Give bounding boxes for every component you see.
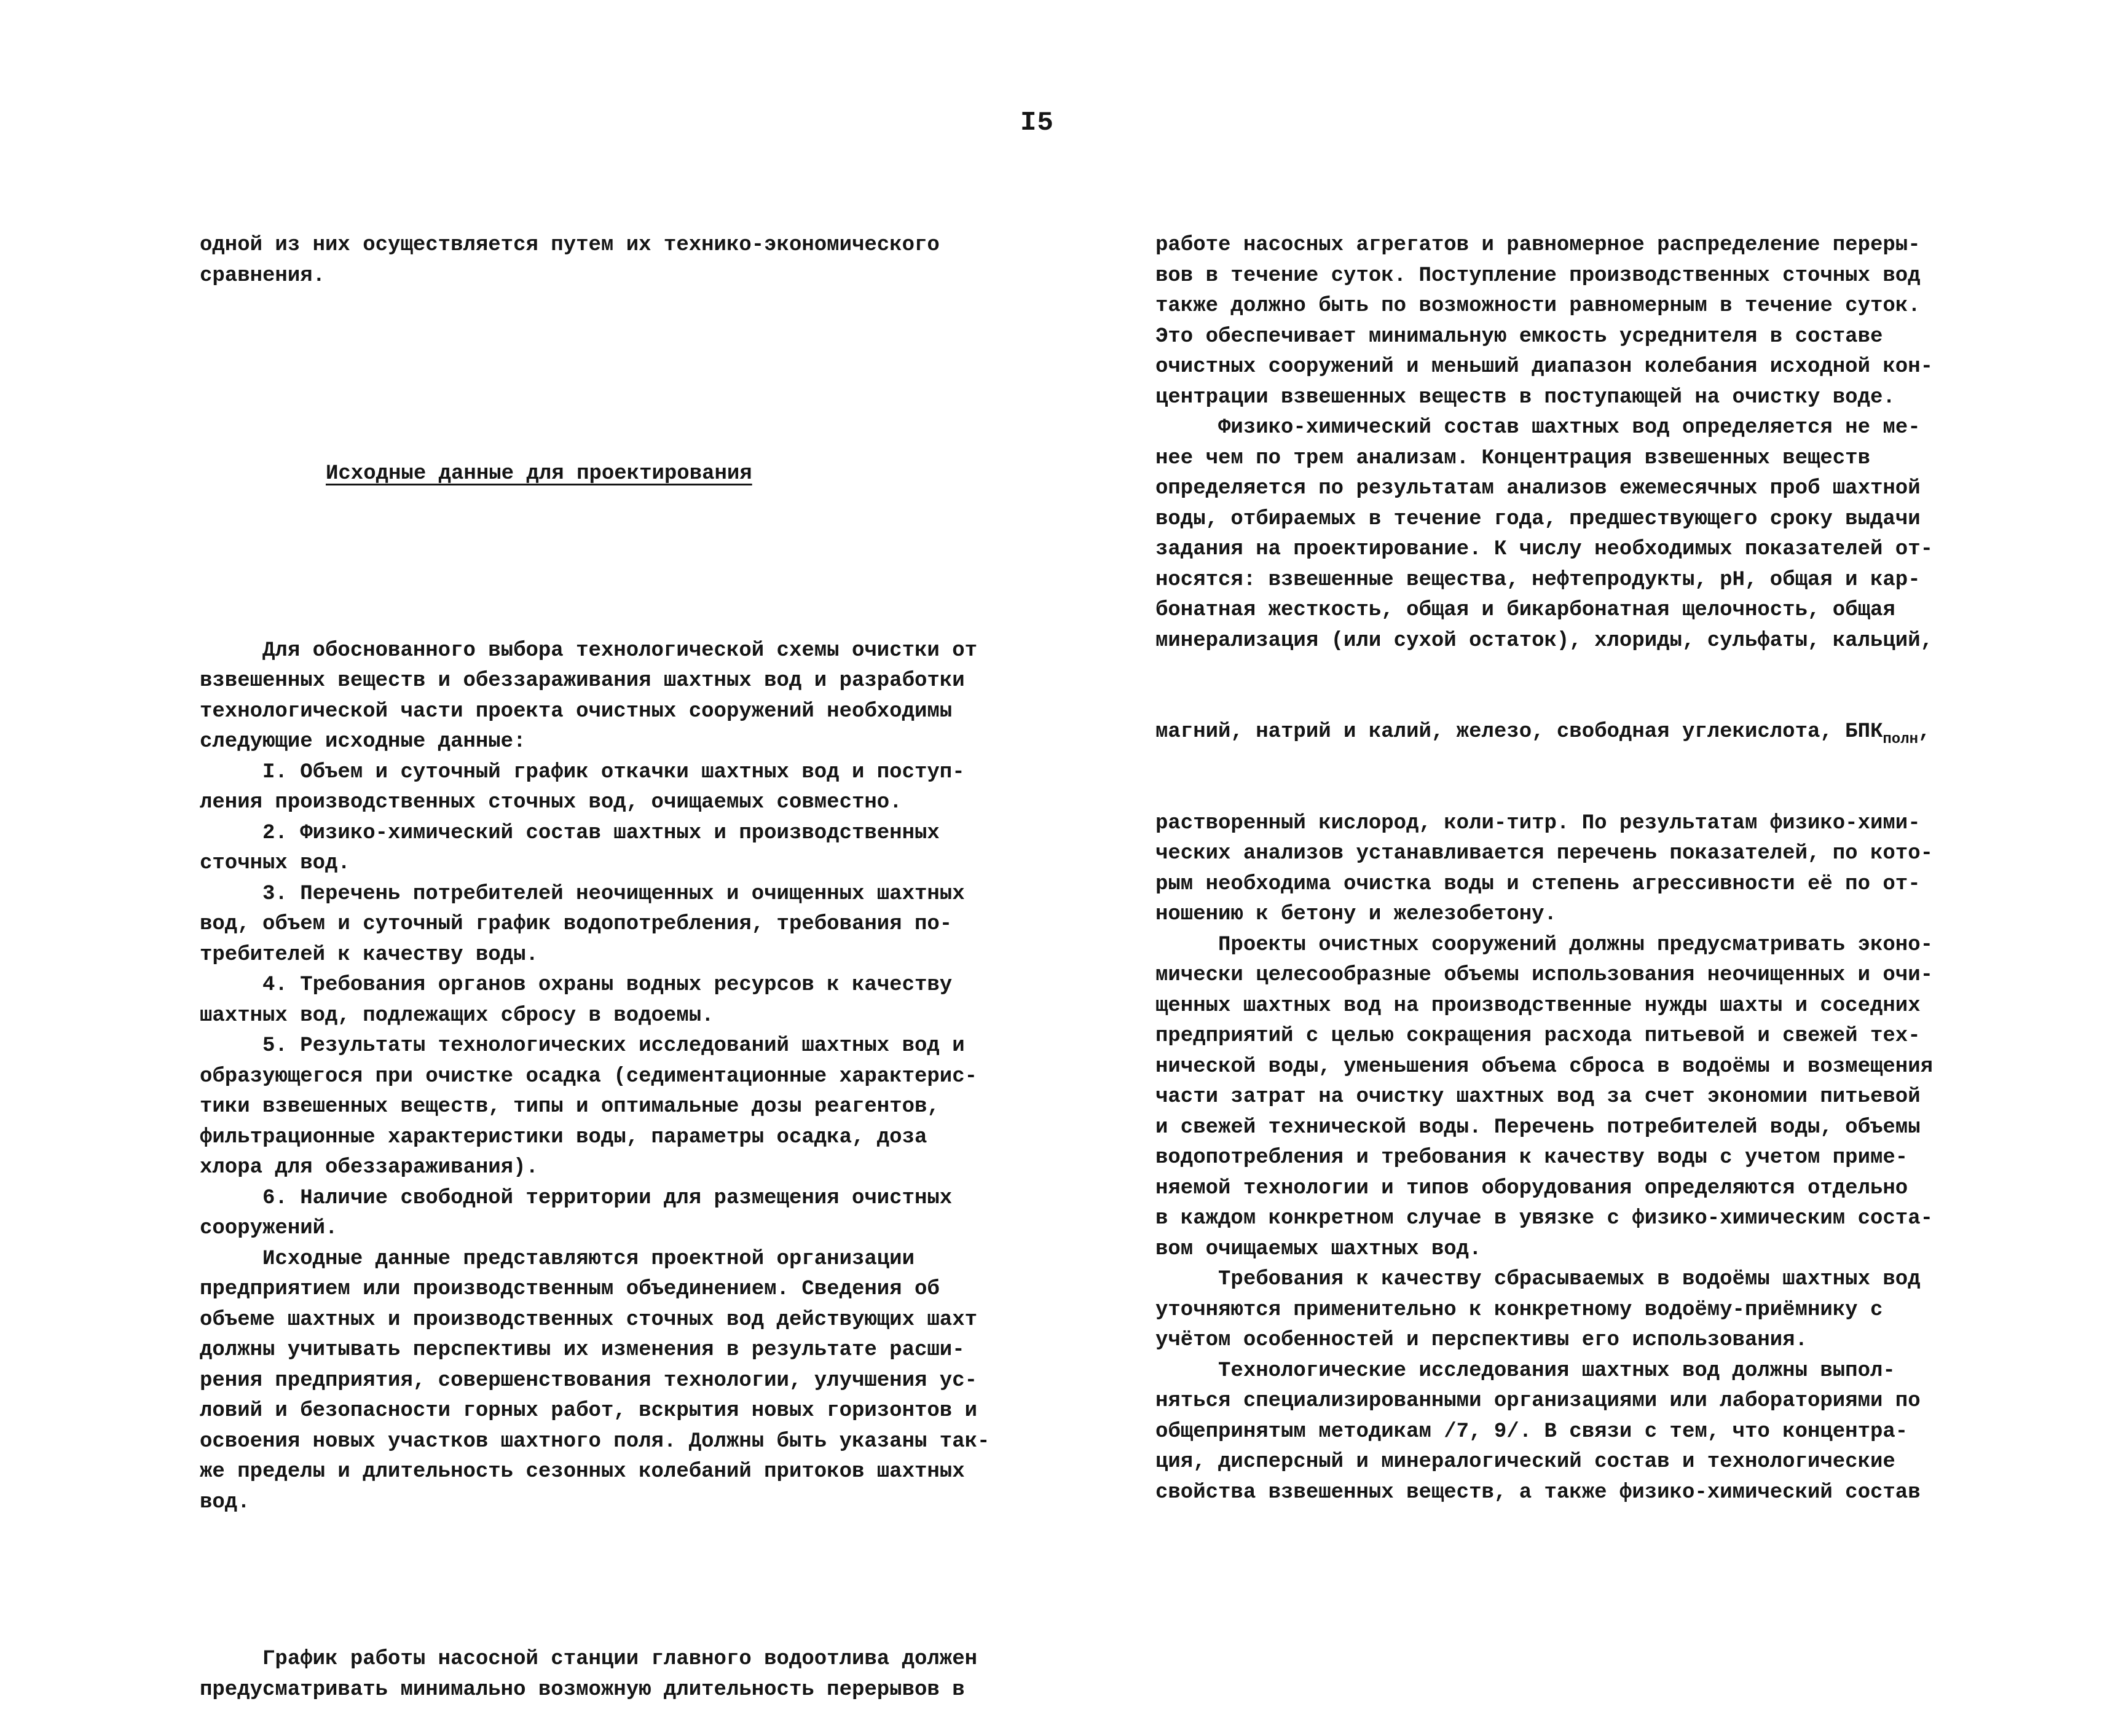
text-line: растворенный кислород, коли-титр. По результатам физико-хими- [1155,811,1921,835]
text-line: вом очищаемых шахтных вод. [1155,1237,1482,1261]
right-block-1 [1155,230,1933,656]
text-line: должны учитывать перспективы их изменения в результате расши- [200,1338,965,1362]
text-line: ношению к бетону и железобетону. [1155,903,1557,926]
text-line: в каждом конкретном случае в увязке с физико-химическим соста- [1155,1207,1934,1230]
text-line: щенных шахтных вод на производственные нужды шахты и соседних [1155,994,1921,1018]
text-line: вов в течение суток. Поступление производственных сточных вод [1155,264,1921,288]
text-line: образующегося при очистке осадка (седиментационные характерис- [200,1064,978,1088]
text-line: 2. Физико-химический состав шахтных и производственных [200,821,940,845]
text-line: учётом особенностей и перспективы его использования. [1155,1329,1808,1352]
bpk-line-tail: , [1918,720,1931,744]
text-line: и свежей технической воды. Перечень потребителей воды, объемы [1155,1115,1921,1139]
left-final [200,1644,990,1705]
left-column [200,170,990,1736]
text-line: ловий и безопасности горных работ, вскрытия новых горизонтов и [200,1399,978,1423]
text-line: носятся: взвешенные вещества, нефтепродукты, pH, общая и кар- [1155,568,1921,592]
text-line: рения предприятия, совершенствования технологии, улучшения ус- [200,1369,978,1392]
text-line: части затрат на очистку шахтных вод за счет экономии питьевой [1155,1085,1921,1109]
text-line: также должно быть по возможности равномерным в течение суток. [1155,294,1921,318]
text-line: няться специализированными организациями или лабораториями по [1155,1389,1921,1413]
section-heading: Исходные данные для проектирования [326,462,752,485]
bpk-subscript: полн [1883,731,1919,748]
text-line: I. Объем и суточный график откачки шахтных вод и поступ- [200,760,965,784]
left-intro [200,230,990,291]
text-line: общепринятым методикам /7, 9/. В связи с тем, что концентра- [1155,1420,1908,1443]
text-line: хлора для обеззараживания). [200,1156,538,1179]
text-line: нической воды, уменьшения объема сброса в водоёмы и возмещения [1155,1055,1934,1078]
text-line: работе насосных агрегатов и равномерное распределение переры- [1155,234,1921,257]
text-line: нее чем по трем анализам. Концентрация взвешенных веществ [1155,446,1870,470]
text-line: 5. Результаты технологических исследований шахтных вод и [200,1034,965,1058]
text-line: вод. [200,1490,250,1514]
text-line: освоения новых участков шахтного поля. Должны быть указаны так- [200,1429,990,1453]
left-body [200,636,990,1518]
text-line: воды, отбираемых в течение года, предшествующего сроку выдачи [1155,507,1921,531]
text-line: предприятием или производственным объединением. Сведения об [200,1278,940,1301]
text-line: 4. Требования органов охраны водных ресурсов к качеству [200,973,953,997]
text-line: Физико-химический состав шахтных вод определяется не ме- [1155,416,1921,439]
text-line: вод, объем и суточный график водопотребления, требования по- [200,913,953,936]
right-block-2 [1155,809,1933,1509]
text-line: следующие исходные данные: [200,730,526,753]
page-number: I5 [1020,108,1054,138]
text-line: 3. Перечень потребителей неочищенных и очищенных шахтных [200,882,965,906]
bpk-line-main: магний, натрий и калий, железо, свободная углекислота, БПК [1155,720,1883,744]
text-line: няемой технологии и типов оборудования определяются отдельно [1155,1176,1908,1200]
text-line: ления производственных сточных вод, очищаемых совместно. [200,791,902,814]
text-line: объеме шахтных и производственных сточных вод действующих шахт [200,1308,978,1332]
text-line: одной из них осуществляется путем их технико-экономического [200,234,940,257]
text-line: рым необходима очистка воды и степень агрессивности её по от- [1155,872,1921,896]
text-line: Требования к качеству сбрасываемых в водоёмы шахтных вод [1155,1268,1921,1291]
text-line: тики взвешенных веществ, типы и оптимальные дозы реагентов, [200,1095,940,1118]
text-line: предусматривать минимально возможную длительность перерывов в [200,1678,965,1702]
text-line: свойства взвешенных веществ, а также физико-химический состав [1155,1480,1921,1504]
text-line: предприятий с целью сокращения расхода питьевой и свежей тех- [1155,1024,1921,1048]
text-line: требителей к качеству воды. [200,943,538,967]
right-column [1155,170,1933,1539]
text-line: задания на проектирование. К числу необходимых показателей от- [1155,538,1934,561]
text-line: очистных сооружений и меньший диапазон колебания исходной кон- [1155,355,1934,379]
bpk-line [1155,717,1933,748]
text-line: Для обоснованного выбора технологической схемы очистки от [200,638,978,662]
text-line: Исходные данные представляются проектной организации [200,1247,915,1271]
text-line: мически целесообразные объемы использования неочищенных и очи- [1155,964,1934,987]
text-line: Проекты очистных сооружений должны предусматривать эконо- [1155,933,1934,957]
text-line: ция, дисперсный и минералогический состав и технологические [1155,1450,1895,1474]
text-line: бонатная жесткость, общая и бикарбонатная щелочность, общая [1155,599,1895,622]
text-line: водопотребления и требования к качеству воды с учетом приме- [1155,1146,1908,1169]
text-line: 6. Наличие свободной территории для размещения очистных [200,1186,953,1210]
text-line: уточняются применительно к конкретному водоёму-приёмнику с [1155,1298,1883,1322]
text-line: сравнения. [200,264,326,288]
text-line: определяется по результатам анализов ежемесячных проб шахтной [1155,477,1921,500]
text-line: Это обеспечивает минимальную емкость усреднителя в составе [1155,324,1883,348]
text-line: сооружений. [200,1217,338,1240]
text-line: График работы насосной станции главного водоотлива должен [200,1648,978,1671]
text-line: фильтрационные характеристики воды, параметры осадка, доза [200,1125,927,1149]
text-line: сточных вод. [200,852,350,875]
text-line: же пределы и длительность сезонных колебаний притоков шахтных [200,1460,965,1483]
text-line: центрации взвешенных веществ в поступающей на очистку воде. [1155,385,1895,409]
text-line: ческих анализов устанавливается перечень показателей, по кото- [1155,842,1934,865]
text-line: минерализация (или сухой остаток), хлориды, сульфаты, кальций, [1155,629,1934,653]
text-line: технологической части проекта очистных сооружений необходимы [200,699,953,723]
text-line: Технологические исследования шахтных вод должны выпол- [1155,1359,1895,1383]
text-line: шахтных вод, подлежащих сбросу в водоемы. [200,1004,714,1027]
text-line: взвешенных веществ и обеззараживания шахтных вод и разработки [200,669,965,693]
